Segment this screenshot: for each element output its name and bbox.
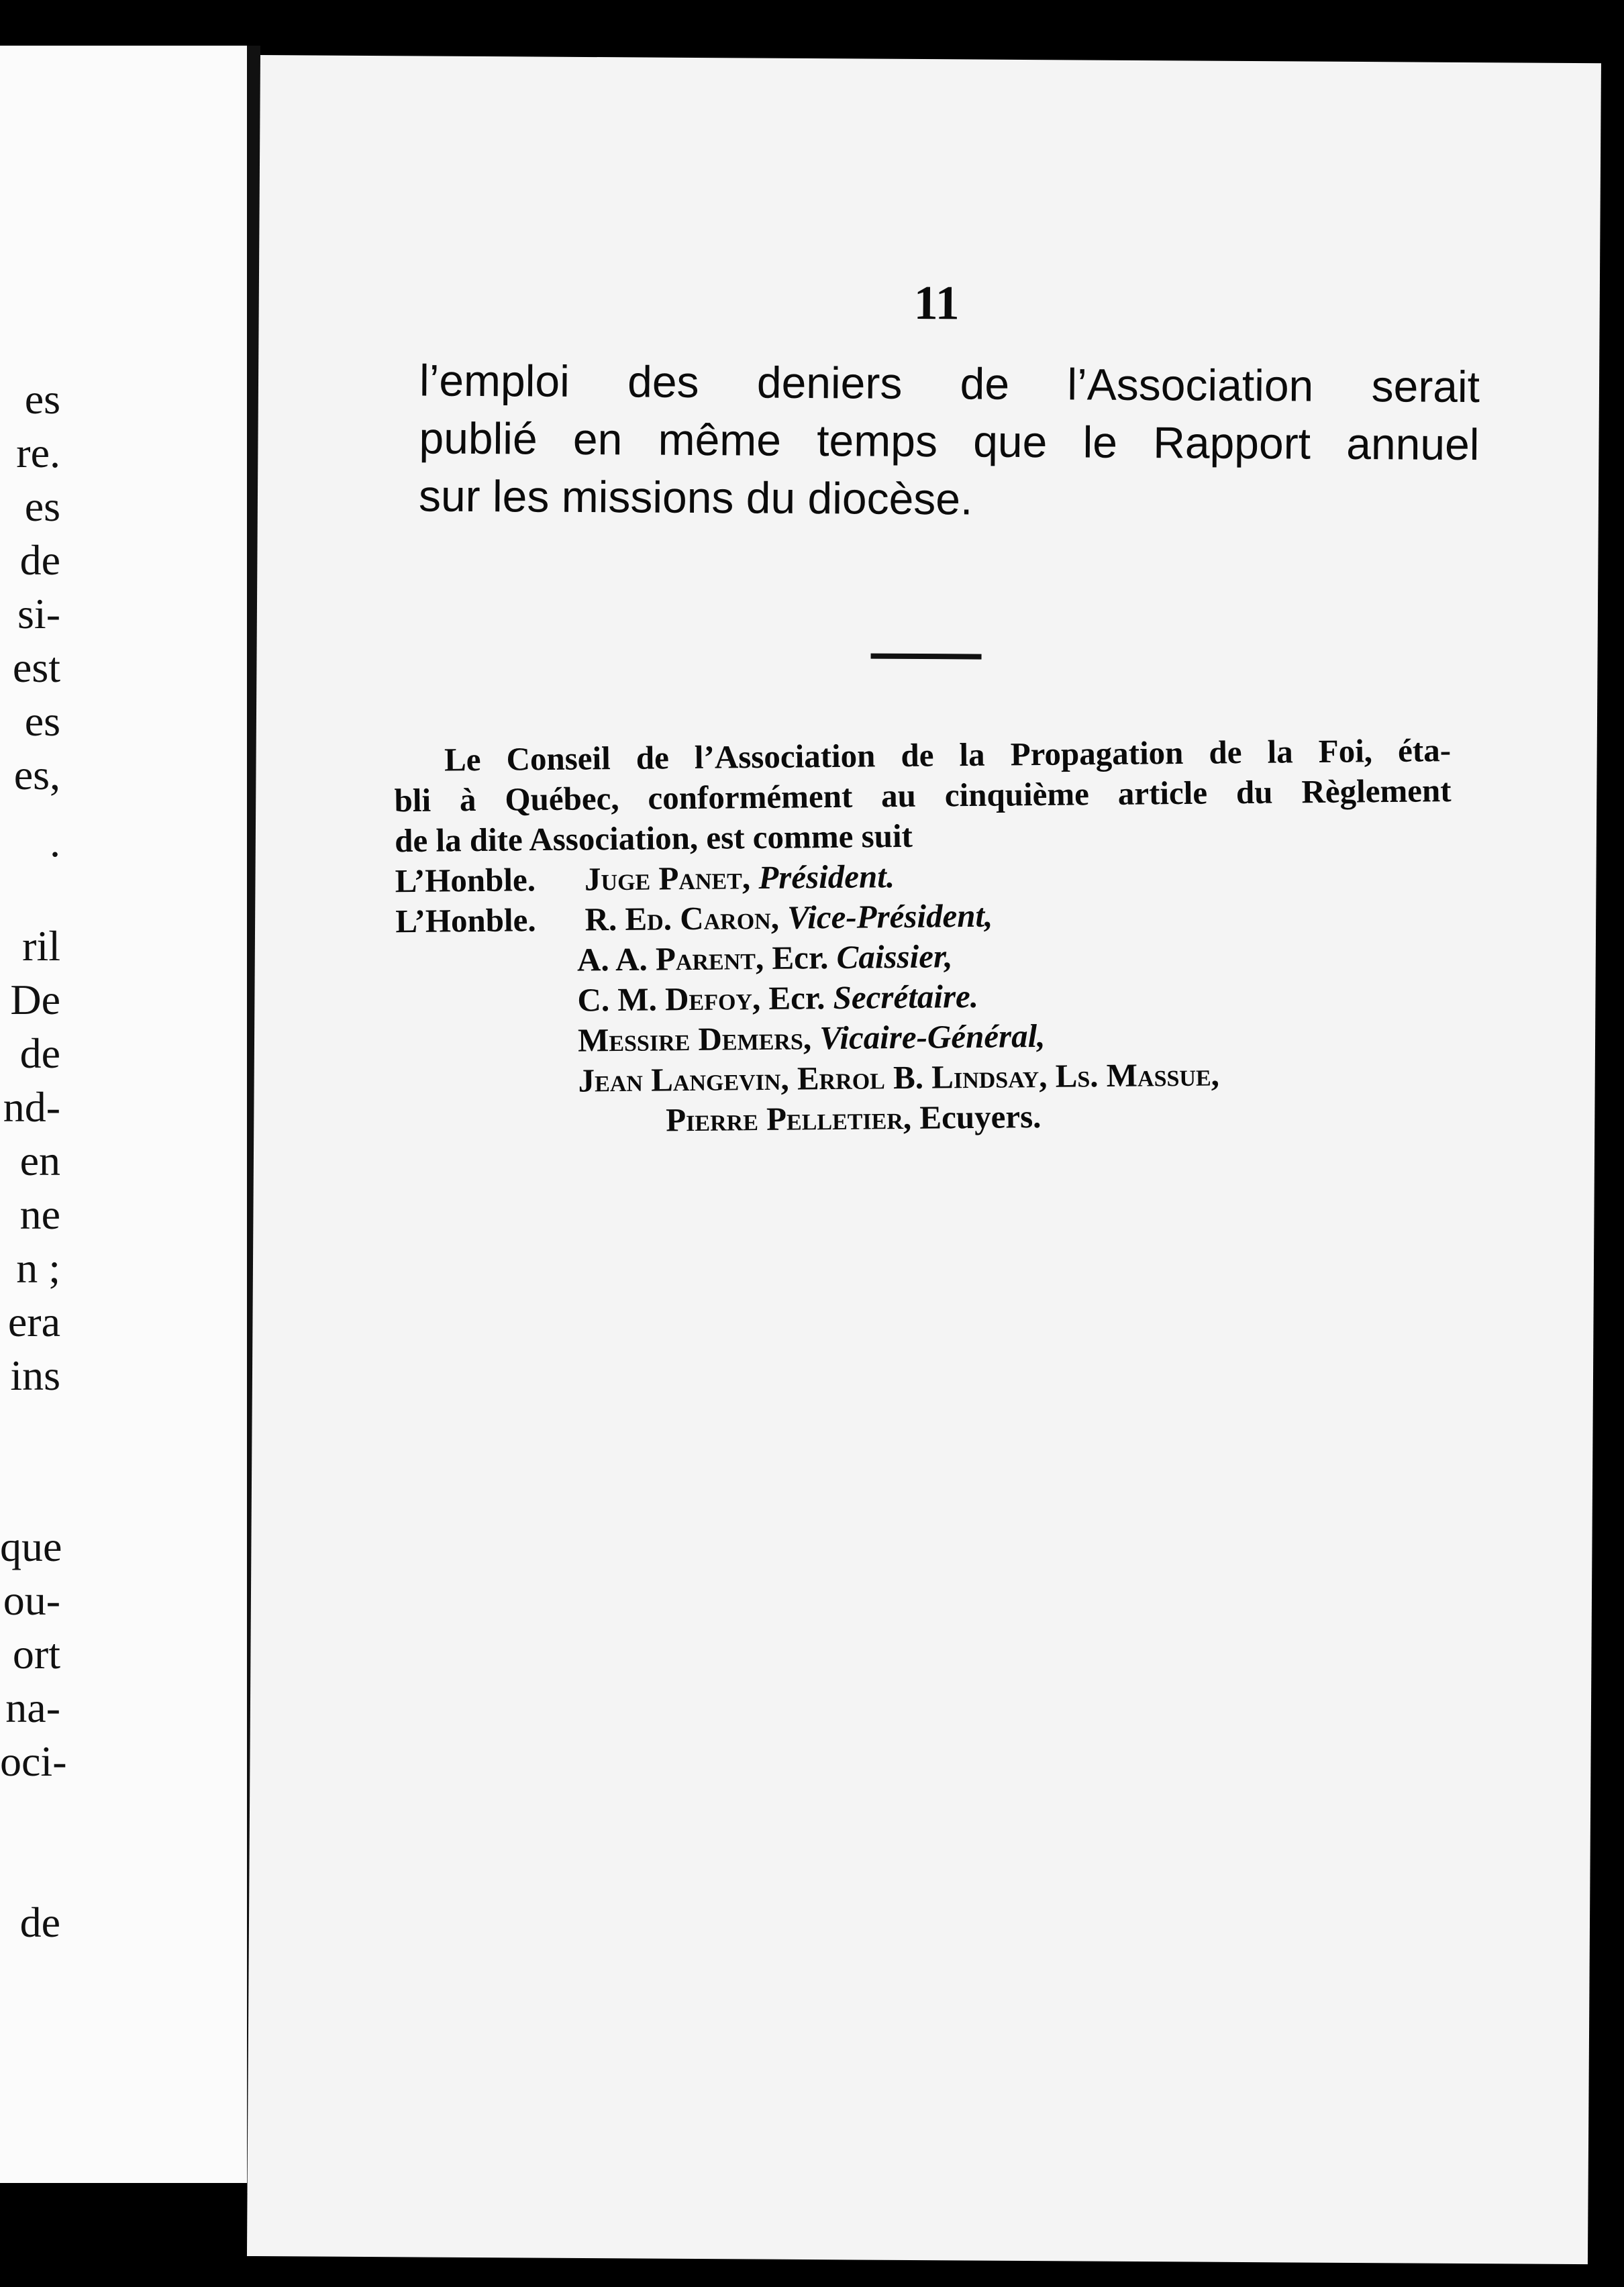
intro-paragraph bbox=[419, 351, 1480, 531]
previous-page-fragment: re. bbox=[16, 429, 60, 476]
member-name: Pierre Pelletier, bbox=[665, 1099, 912, 1139]
previous-page-fragment: n ; bbox=[16, 1244, 60, 1292]
previous-page-fragment: ort bbox=[12, 1630, 60, 1678]
previous-page-fragment: De bbox=[10, 976, 60, 1023]
previous-page-fragment: en bbox=[19, 1137, 60, 1184]
member-name: Juge Panet bbox=[584, 859, 743, 898]
previous-page-fragment: que bbox=[0, 1523, 62, 1570]
member-prefix: L’Honble. bbox=[395, 901, 536, 940]
council-intro-line: de la dite Association, est comme suit bbox=[394, 817, 913, 860]
council-members-list: Jean Langevin, Errol B. Lindsay, Ls. Massue, bbox=[578, 1056, 1220, 1099]
member-prefix: L’Honble. bbox=[395, 861, 536, 900]
member-name: R. Ed. Caron bbox=[585, 899, 771, 938]
section-divider bbox=[871, 654, 982, 660]
previous-page-fragment: ne bbox=[19, 1190, 60, 1238]
council-member-vicar-general: Messire Demers, Vicaire-Général, bbox=[577, 1017, 1046, 1059]
intro-line: sur les missions du diocèse. bbox=[418, 470, 973, 524]
member-title: Ecr. bbox=[768, 979, 825, 1017]
member-title: Ecr. bbox=[772, 939, 829, 976]
previous-page-fragment: es bbox=[24, 375, 60, 423]
council-member-president: L’Honble. Juge Panet, Président. bbox=[395, 851, 1452, 901]
council-member-vice-president: L’Honble. R. Ed. Caron, Vice-Président, bbox=[395, 891, 1453, 942]
previous-page-fragment: de bbox=[19, 536, 60, 584]
member-name: A. A. Parent bbox=[576, 939, 756, 978]
member-role: Caissier, bbox=[836, 937, 953, 976]
intro-line: publié en même temps que le Rapport annuel bbox=[419, 413, 1480, 470]
council-member-secretary: C. M. Defoy, Ecr. Secrétaire. bbox=[577, 977, 979, 1019]
member-name: C. M. Defoy bbox=[577, 980, 753, 1019]
council-intro-line: bli à Québec, conformément au cinquième article du Règlement bbox=[394, 772, 1452, 819]
previous-page-fragment: si- bbox=[17, 590, 60, 638]
previous-page-fragment: ins bbox=[10, 1352, 60, 1399]
previous-page-fragment: es, bbox=[13, 751, 60, 799]
member-role: Vice-Président, bbox=[786, 897, 993, 936]
previous-page-fragment: es bbox=[24, 482, 60, 530]
member-role: Président. bbox=[758, 858, 895, 897]
page-number: 11 bbox=[913, 275, 960, 330]
council-section bbox=[394, 730, 1455, 1143]
previous-page-fragment: de bbox=[19, 1029, 60, 1077]
member-name: Messire Demers bbox=[577, 1019, 804, 1059]
previous-page-fragment: nd- bbox=[3, 1083, 60, 1131]
current-page bbox=[247, 55, 1601, 2264]
council-intro-line: Le Conseil de l’Association de la Propagation de la Foi, éta- bbox=[444, 731, 1452, 778]
previous-page-fragment: era bbox=[7, 1298, 60, 1345]
intro-line: l’emploi des deniers de l’Association serait bbox=[419, 355, 1480, 412]
previous-page-fragment: na- bbox=[5, 1684, 60, 1731]
previous-page-fragment: es bbox=[24, 697, 60, 745]
previous-page-fragment: est bbox=[12, 644, 60, 691]
previous-page bbox=[0, 46, 248, 2183]
previous-page-fragment: de bbox=[19, 1898, 60, 1946]
member-suffix: Ecuyers. bbox=[919, 1098, 1042, 1136]
previous-page-fragment: oci- bbox=[0, 1737, 67, 1785]
council-member-treasurer: A. A. Parent, Ecr. Caissier, bbox=[576, 937, 953, 978]
member-role: Secrétaire. bbox=[833, 977, 979, 1016]
previous-page-fragment: ril bbox=[22, 922, 60, 970]
member-role: Vicaire-Général, bbox=[819, 1017, 1046, 1057]
previous-page-fragment: ou- bbox=[3, 1576, 60, 1624]
previous-page-text-fragments bbox=[0, 46, 247, 2183]
previous-page-fragment: . bbox=[50, 818, 60, 866]
